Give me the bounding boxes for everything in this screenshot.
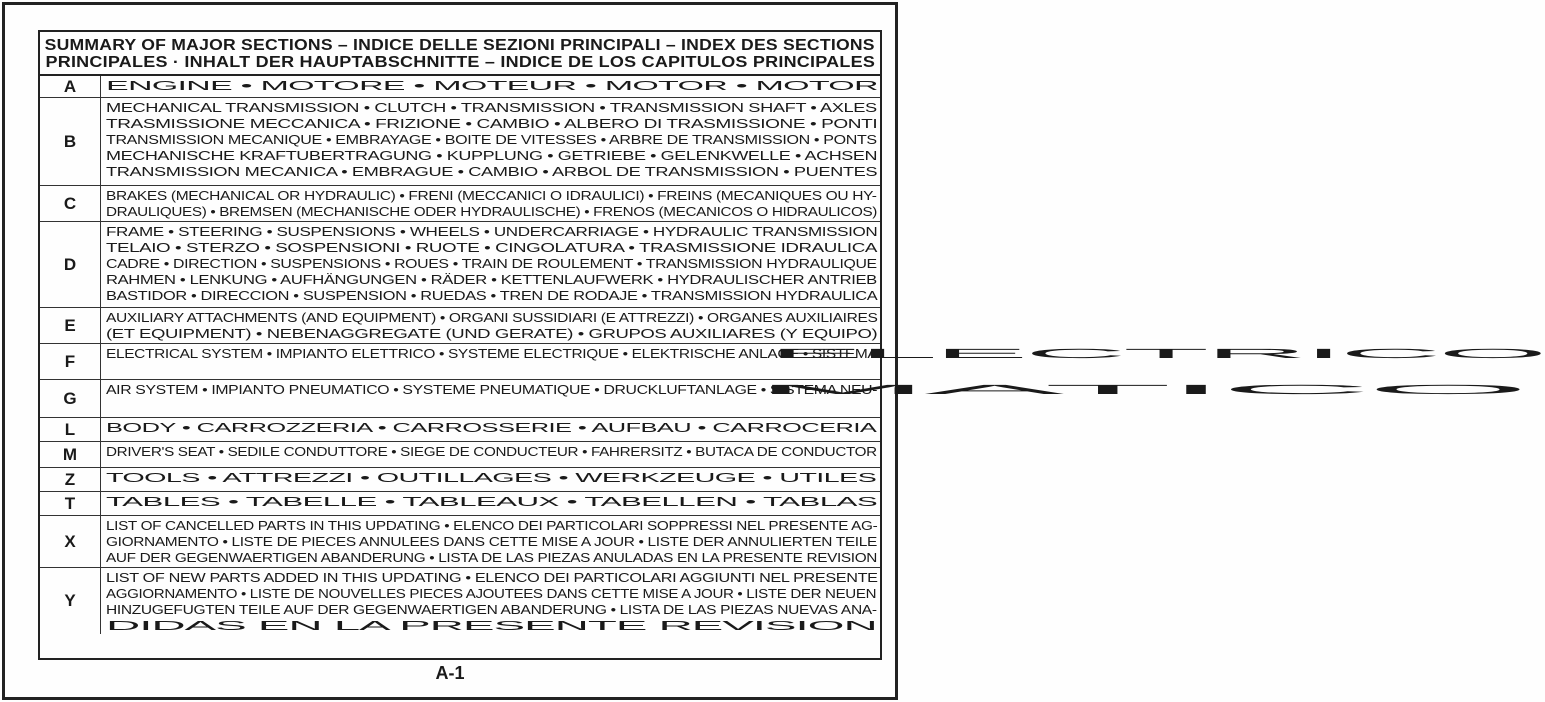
title-line-1: SUMMARY OF MAJOR SECTIONS – INDICE DELLE SEZIONI PRINCIPALI – INDEX DES SECTIONS <box>44 37 876 54</box>
description-line: LIST OF NEW PARTS ADDED IN THIS UPDATING • ELENCO DEI PARTICOLARI AGGIUNTI NEL PRESENTE <box>106 570 878 585</box>
section-letter: E <box>40 308 101 343</box>
description-line: DRIVER'S SEAT • SEDILE CONDUTTORE • SIEGE DE CONDUCTEUR • FAHRERSITZ • BUTACA DE CONDUCTOR <box>106 444 877 459</box>
table-title <box>40 32 880 76</box>
description-line: GIORNAMENTO • LISTE DE PIECES ANNULEES DANS CETTE MISE A JOUR • LISTE DER ANNULIERTEN TEILE <box>106 534 877 549</box>
description-line: AIR SYSTEM • IMPIANTO PNEUMATICO • SYSTEME PNEUMATIQUE • DRUCKLUFTANLAGE • SISTEMA NEU- <box>106 382 878 397</box>
description-line: CADRE • DIRECTION • SUSPENSIONS • ROUES • TRAIN DE ROULEMENT • TRANSMISSION HYDRAULIQUE <box>106 256 877 271</box>
description-line: RAHMEN • LENKUNG • AUFHÄNGUNGEN • RÄDER • KETTENLAUFWERK • HYDRAULISCHER ANTRIEB <box>106 272 877 287</box>
section-description <box>101 344 1545 379</box>
description-line: BASTIDOR • DIRECCION • SUSPENSION • RUEDAS • TREN DE RODAJE • TRANSMISSION HYDRAULICA <box>106 288 878 303</box>
description-line: ELECTRICO <box>769 346 1545 361</box>
section-row-f <box>40 344 1545 380</box>
description-line: AUF DER GEGENWAERTIGEN ABANDERUNG • LISTA DE LAS PIEZAS ANULADAS EN LA PRESENTE REVISION <box>106 550 878 565</box>
section-description <box>101 186 880 221</box>
description-line: ENGINE • MOTORE • MOTEUR • MOTOR • MOTOR <box>106 78 878 93</box>
description-line: TABLES • TABELLE • TABLEAUX • TABELLEN • TABLAS <box>106 494 878 509</box>
section-letter: Y <box>40 568 101 634</box>
section-description <box>101 308 880 343</box>
section-row-g <box>40 380 1525 418</box>
section-description <box>101 222 880 307</box>
section-description <box>101 98 880 185</box>
description-line: TRANSMISSION MECANICA • EMBRAGUE • CAMBIO • ARBOL DE TRANSMISSION • PUENTES <box>106 164 878 179</box>
section-description <box>101 418 880 441</box>
title-line-2: PRINCIPALES · INHALT DER HAUPTABSCHNITTE – INDICE DE LOS CAPITULOS PRINCIPALES <box>45 54 875 71</box>
section-description <box>101 76 880 97</box>
section-row-l <box>40 418 880 442</box>
section-letter: T <box>40 492 101 515</box>
section-letter: F <box>40 344 101 379</box>
description-line: BRAKES (MECHANICAL OR HYDRAULIC) • FRENI (MECCANICI O IDRAULICI) • FREINS (MECANIQUES OU HY- <box>106 188 877 203</box>
description-line: TELAIO • STERZO • SOSPENSIONI • RUOTE • CINGOLATURA • TRASMISSIONE IDRAULICA <box>106 240 877 255</box>
description-line: FRAME • STEERING • SUSPENSIONS • WHEELS • UNDERCARRIAGE • HYDRAULIC TRANSMISSION <box>106 224 878 239</box>
section-row-m <box>40 442 880 468</box>
description-line: (ET EQUIPMENT) • NEBENAGGREGATE (UND GERATE) • GRUPOS AUXILIARES (Y EQUIPO) <box>106 326 878 341</box>
description-line: MECHANISCHE KRAFTUBERTRAGUNG • KUPPLUNG • GETRIEBE • GELENKWELLE • ACHSEN <box>106 148 878 163</box>
section-letter: Z <box>40 468 101 491</box>
section-letter: A <box>40 76 101 97</box>
section-row-e <box>40 308 880 344</box>
section-description <box>101 568 880 634</box>
description-line: BODY • CARROZZERIA • CARROSSERIE • AUFBAU • CARROCERIA <box>106 420 877 435</box>
section-row-a <box>40 76 880 98</box>
page-number: A-1 <box>435 663 465 683</box>
section-description <box>101 492 880 515</box>
section-row-t <box>40 492 880 516</box>
section-letter: B <box>40 98 101 185</box>
sections-table <box>38 30 1545 660</box>
section-letter: M <box>40 442 101 467</box>
section-letter: L <box>40 418 101 441</box>
section-letter: X <box>40 516 101 567</box>
section-row-c <box>40 186 880 222</box>
section-description <box>101 468 880 491</box>
description-line: MECHANICAL TRANSMISSION • CLUTCH • TRANSMISSION • TRANSMISSION SHAFT • AXLES <box>106 100 877 115</box>
section-row-d <box>40 222 880 308</box>
section-letter: C <box>40 186 101 221</box>
description-line: AUXILIARY ATTACHMENTS (AND EQUIPMENT) • ORGANI SUSSIDIARI (E ATTREZZI) • ORGANES AUXILIAIRES <box>106 310 878 325</box>
section-letter: G <box>40 380 101 417</box>
description-line: LIST OF CANCELLED PARTS IN THIS UPDATING • ELENCO DEI PARTICOLARI SOPPRESSI NEL PRESENTE AG- <box>106 518 878 533</box>
section-row-x <box>40 516 880 568</box>
description-line: MATICO <box>755 382 1525 397</box>
section-rows <box>40 76 1545 634</box>
description-line: AGGIORNAMENTO • LISTE DE NOUVELLES PIECES AJOUTEES DANS CETTE MISE A JOUR • LISTE DER NEUEN <box>106 586 877 601</box>
description-line: DRAULIQUES) • BREMSEN (MECHANISCHE ODER HYDRAULISCHE) • FRENOS (MECANICOS O HIDRAULICOS) <box>106 204 878 219</box>
section-row-y <box>40 568 880 634</box>
section-letter: D <box>40 222 101 307</box>
section-description <box>101 442 880 467</box>
description-line: TRASMISSIONE MECCANICA • FRIZIONE • CAMBIO • ALBERO DI TRASMISSIONE • PONTI <box>106 116 878 131</box>
description-line: DIDAS EN LA PRESENTE REVISION <box>106 618 877 633</box>
section-description <box>101 516 880 567</box>
section-row-b <box>40 98 880 186</box>
description-line: HINZUGEFUGTEN TEILE AUF DER GEGENWAERTIGEN ABANDERUNG • LISTA DE LAS PIEZAS NUEVAS ANA- <box>106 602 877 617</box>
section-row-z <box>40 468 880 492</box>
description-line: ELECTRICAL SYSTEM • IMPIANTO ELETTRICO • SYSTEME ELECTRIQUE • ELEKTRISCHE ANLAGE • SISTEMA <box>106 346 878 361</box>
section-description <box>101 380 1525 417</box>
description-line: TOOLS • ATTREZZI • OUTILLAGES • WERKZEUGE • UTILES <box>106 470 877 485</box>
description-line: TRANSMISSION MECANIQUE • EMBRAYAGE • BOITE DE VITESSES • ARBRE DE TRANSMISSION • PONTS <box>106 132 877 147</box>
